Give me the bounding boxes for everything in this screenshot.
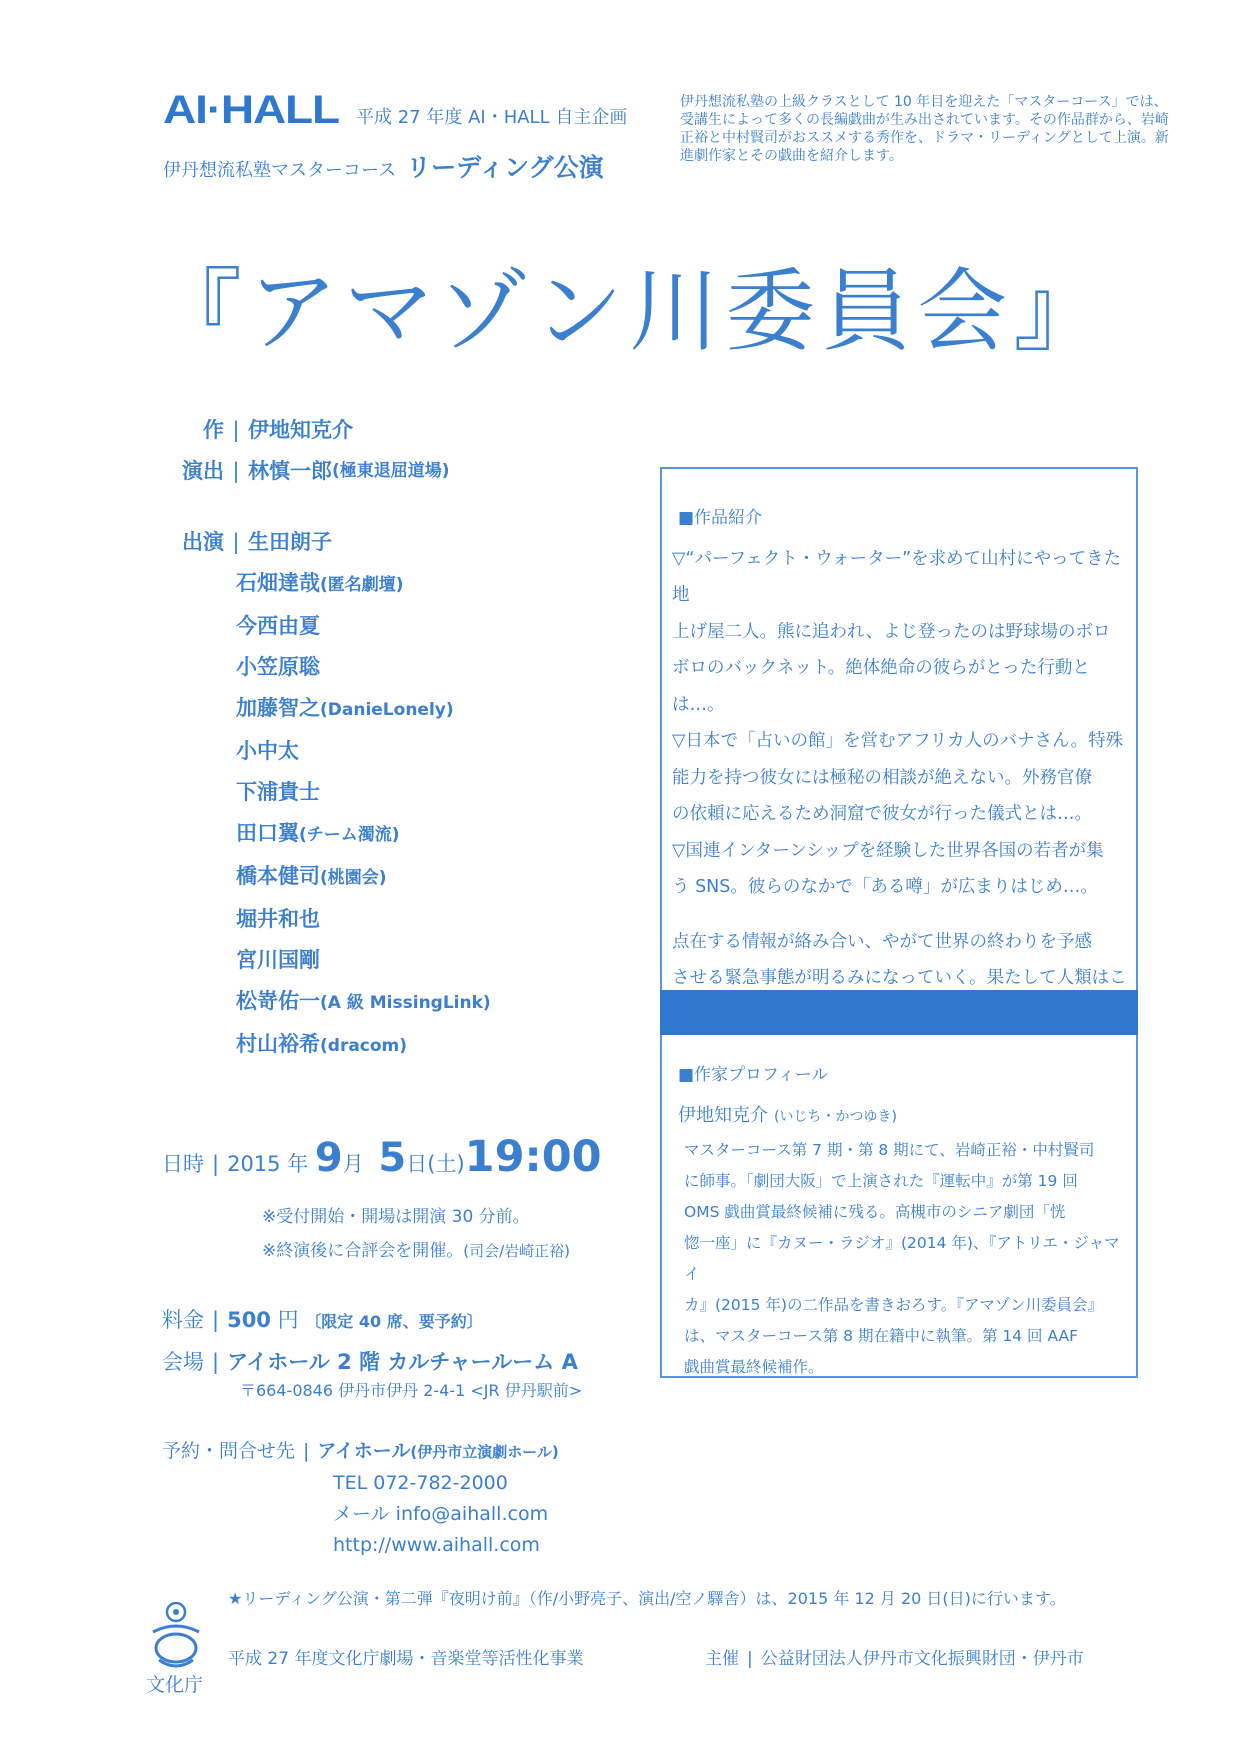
- contact-details: [333, 1468, 548, 1561]
- author-row: [162, 410, 450, 451]
- intro-text: 伊丹想流私塾の上級クラスとして 10 年目を迎えた「マスターコース」では、受講生によって多くの長編戯曲が生み出されています。その作品群から、岩崎正裕と中村賢司がおススメする秀作を、ドラマ・リーディングとして上演。新進劇作家とその戯曲を紹介します。: [680, 94, 1169, 164]
- cast-label: 出演: [182, 530, 224, 554]
- cast-member: 小中太: [236, 739, 299, 763]
- divider-bar: [660, 990, 1138, 1035]
- cast-member: 橋本健司(桃園会): [236, 864, 387, 888]
- cast-name: 生田朗子: [248, 530, 332, 554]
- cast-member: 今西由夏: [236, 614, 320, 638]
- cast-member: 加藤智之(DanieLonely): [236, 696, 454, 720]
- cast-member: 堀井和也: [236, 907, 320, 931]
- agency-emblem-icon: [145, 1602, 207, 1676]
- contact-tel: TEL 072-782-2000: [333, 1472, 508, 1494]
- profile-name: 伊地知克介 (いじち・かつゆき): [678, 1105, 897, 1126]
- separator: |: [232, 418, 240, 442]
- fee-venue: [162, 1300, 578, 1382]
- contact-mail: メール info@aihall.com: [333, 1503, 549, 1525]
- contact-url: http://www.aihall.com: [333, 1534, 540, 1556]
- author-label: 作: [203, 418, 224, 442]
- main-title: 『アマゾン川委員会』: [152, 259, 1110, 364]
- author-name: 伊地知克介: [248, 418, 353, 442]
- program-name: 平成 27 年度文化庁劇場・音楽堂等活性化事業: [228, 1649, 584, 1669]
- event-datetime: 日時 | 2015 年 9月 5日(土)19:00: [162, 1132, 602, 1182]
- cast-member: 村山裕希(dracom): [236, 1032, 408, 1056]
- cast-member: 松嵜佑一(A 級 MissingLink): [236, 989, 491, 1013]
- work-intro-summary: 点在する情報が絡み合い、やがて世界の終わりを予感 させる緊急事態が明るみになっていく。果たして人類はこ: [672, 931, 1127, 988]
- contact-row: 予約・問合せ先 | アイホール(伊丹市立演劇ホール): [162, 1440, 559, 1462]
- event-notes: ※受付開始・開場は開演 30 分前。 ※終演後に合評会を開催。(司会/岩崎正裕): [262, 1207, 571, 1261]
- venue-row: 会場 | アイホール 2 階 カルチャールーム A: [162, 1350, 578, 1374]
- cast-member: 小笠原聡: [236, 655, 320, 679]
- course-name: 伊丹想流私塾マスターコース: [163, 160, 397, 181]
- course-subtitle: [163, 148, 604, 184]
- cast-member: 宮川国剛: [236, 948, 320, 972]
- director-row: [162, 451, 450, 492]
- profile-bio: マスターコース第 7 期・第 8 期にて、岩崎正裕・中村賢司 に師事。「劇団大阪」で上演された『運転中』が第 19 回 OMS 戯曲賞最終候補に残る。高槻市のシニア劇団「恍 惚一座」に『カヌー・ラジオ』(2014 年)、『アトリエ・ジャマイ カ』(2015 年)の二作品を書きおろす。『アマゾン川委員会』 は、マスターコース第 8 期在籍中に執筆。第 14 回 AAF 戯曲賞最終候補作。: [684, 1141, 1120, 1376]
- aihall-logo: AI·HALL: [163, 88, 339, 132]
- cast-member: 下浦貴士: [236, 780, 320, 804]
- cast-member: 石畑達哉(匿名劇壇): [236, 571, 404, 595]
- director-label: 演出: [182, 459, 224, 483]
- director-name: 林慎一郎: [248, 459, 332, 483]
- work-intro-heading: ■作品紹介: [678, 508, 763, 528]
- director-note: (極東退屈道場): [332, 461, 450, 481]
- event-subtitle: 平成 27 年度 AI・HALL 自主企画: [356, 107, 628, 128]
- reading-label: リーディング公演: [406, 153, 604, 182]
- separator: |: [232, 459, 240, 483]
- separator: |: [232, 530, 240, 554]
- venue-address: 〒664-0846 伊丹市伊丹 2-4-1 <JR 伊丹駅前>: [240, 1381, 583, 1400]
- cast-row-0: [162, 522, 491, 563]
- work-intro: [672, 500, 1132, 1033]
- agency-label: 文化庁: [146, 1674, 204, 1696]
- fee-row: 料金 | 500 円 〔限定 40 席、要予約〕: [162, 1308, 483, 1332]
- credits: [162, 410, 450, 492]
- organizer: 主催 | 公益財団法人伊丹市文化振興財団・伊丹市: [705, 1649, 1084, 1669]
- work-intro-body: ▽“パーフェクト・ウォーター”を求めて山村にやってきた地 上げ屋二人。熊に追われ、よじ登ったのは野球場のボロ ボロのバックネット。絶体絶命の彼らがとった行動とは…。 ▽日本で「占いの館」を営むアフリカ人のバナさん。特殊 能力を持つ彼女には極秘の相談が絶えない。外務官僚 の依頼に応えるため洞窟で彼女が行った儀式とは…。 ▽国連インターンシップを経験した世界各国の若者が集 う SNS。彼らのなかで「ある噂」が広まりはじめ…。: [672, 548, 1124, 897]
- profile-heading: ■作家プロフィール: [678, 1065, 829, 1085]
- cast-member: 田口翼(チーム濁流): [236, 821, 400, 845]
- next-event-notice: ★リーディング公演・第二弾『夜明け前』（作/小野亮子、演出/空ノ驛舎）は、2015 年 12 月 20 日(日)に行います。: [228, 1589, 1066, 1608]
- author-profile: [678, 1060, 1126, 1383]
- cast-list: [162, 522, 491, 1067]
